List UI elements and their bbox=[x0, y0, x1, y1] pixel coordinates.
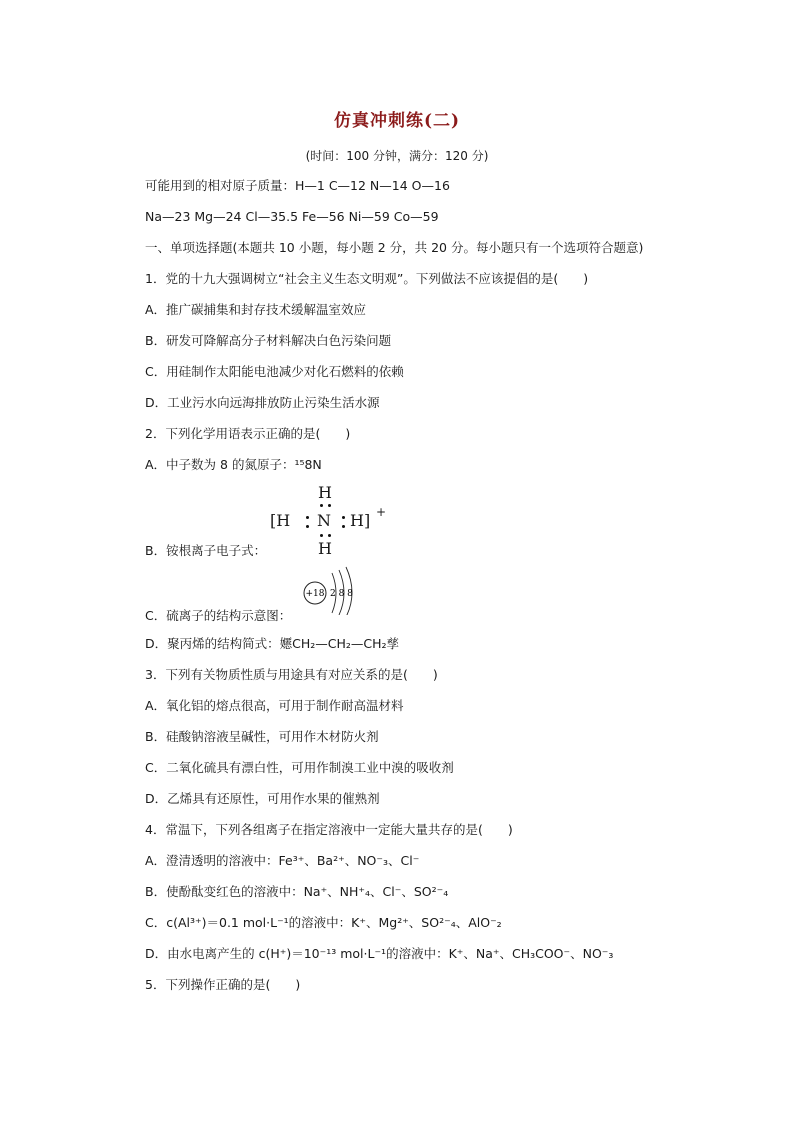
q1-stem: 1．党的十九大强调树立“社会主义生态文明观”。下列做法不应该提倡的是( ) bbox=[145, 271, 589, 286]
q2-option-a: A．中子数为 8 的氮原子：¹⁵8N bbox=[145, 457, 322, 472]
q3-option-d: D．乙烯具有还原性，可用作水果的催熟剂 bbox=[145, 791, 380, 806]
q3-option-c: C．二氧化硫具有漂白性，可用作制溴工业中溴的吸收剂 bbox=[145, 760, 454, 775]
sulfide-ion-structure-diagram bbox=[298, 565, 368, 615]
lewis-top-h: H bbox=[318, 483, 332, 502]
electron-dot bbox=[328, 534, 331, 537]
lewis-left-h: [H bbox=[270, 511, 291, 530]
q4-option-d: D．由水电离产生的 c(H⁺)＝10⁻¹³ mol·L⁻¹的溶液中：K⁺、Na⁺、CH₃COO⁻、NO⁻₃ bbox=[145, 946, 614, 961]
q4-option-c: C．c(Al³⁺)＝0.1 mol·L⁻¹的溶液中：K⁺、Mg²⁺、SO²⁻₄、AlO⁻₂ bbox=[145, 915, 502, 930]
q1-option-a: A．推广碳捕集和封存技术缓解温室效应 bbox=[145, 302, 367, 317]
electron-dot bbox=[342, 525, 345, 528]
electron-dot bbox=[320, 504, 323, 507]
q2-stem: 2．下列化学用语表示正确的是( ) bbox=[145, 426, 351, 441]
q1-option-b: B．研发可降解高分子材料解决白色污染问题 bbox=[145, 333, 392, 348]
electron-dot bbox=[306, 516, 309, 519]
q3-option-a: A．氧化铝的熔点很高，可用于制作耐高温材料 bbox=[145, 698, 404, 713]
q2-option-c: C．硫离子的结构示意图： bbox=[145, 608, 292, 623]
electron-dot bbox=[320, 534, 323, 537]
q1-option-c: C．用硅制作太阳能电池减少对化石燃料的依赖 bbox=[145, 364, 404, 379]
q2-option-b: B．铵根离子电子式： bbox=[145, 543, 267, 558]
q3-stem: 3．下列有关物质性质与用途具有对应关系的是( ) bbox=[145, 667, 438, 682]
electron-dot bbox=[342, 516, 345, 519]
q4-option-b: B．使酚酞变红色的溶液中：Na⁺、NH⁺₄、Cl⁻、SO²⁻₄ bbox=[145, 884, 449, 899]
shell-electrons: 2 8 8 bbox=[330, 589, 353, 599]
q5-stem: 5．下列操作正确的是( ) bbox=[145, 977, 301, 992]
lewis-bottom-h: H bbox=[318, 539, 332, 558]
q1-option-d: D．工业污水向远海排放防止污染生活水源 bbox=[145, 395, 380, 410]
q3-option-b: B．硅酸钠溶液呈碱性，可用作木材防火剂 bbox=[145, 729, 379, 744]
lewis-n: N bbox=[317, 511, 331, 530]
section-heading: 一、单项选择题(本题共 10 小题，每小题 2 分，共 20 分。每小题只有一个选项符合题意) bbox=[145, 240, 644, 255]
q4-option-a: A．澄清透明的溶液中：Fe³⁺、Ba²⁺、NO⁻₃、Cl⁻ bbox=[145, 853, 420, 868]
atomic-masses-line-2: Na—23 Mg—24 Cl—35.5 Fe—56 Ni—59 Co—59 bbox=[145, 209, 439, 224]
lewis-right-h: H] bbox=[350, 511, 371, 530]
atomic-masses-line-1: 可能用到的相对原子质量：H—1 C—12 N—14 O—16 bbox=[145, 178, 450, 193]
exam-info: (时间：100 分钟，满分：120 分) bbox=[305, 149, 489, 163]
ammonium-lewis-structure bbox=[270, 483, 400, 558]
nucleus-charge: +18 bbox=[305, 589, 325, 599]
q4-stem: 4．常温下，下列各组离子在指定溶液中一定能大量共存的是( ) bbox=[145, 822, 513, 837]
page-title: 仿真冲刺练(二) bbox=[333, 111, 461, 131]
electron-dot bbox=[306, 525, 309, 528]
electron-dot bbox=[328, 504, 331, 507]
lewis-charge: + bbox=[376, 505, 387, 519]
q2-option-d: D．聚丙烯的结构简式：嬺CH₂—CH₂—CH₂孳 bbox=[145, 636, 400, 651]
